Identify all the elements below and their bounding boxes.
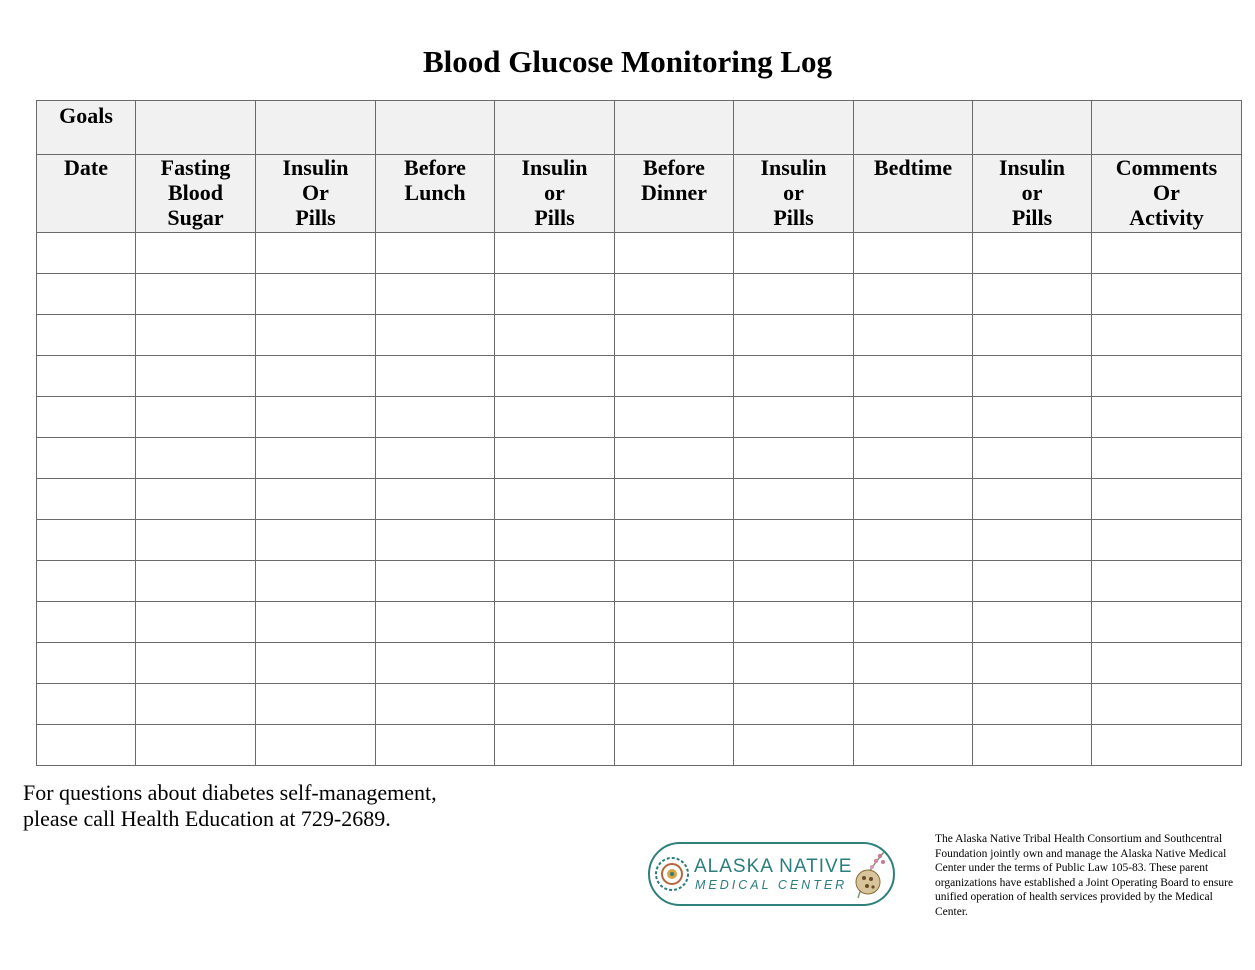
log-entry-cell[interactable] xyxy=(1092,233,1242,274)
glucose-log-table xyxy=(36,100,1242,766)
log-entry-cell[interactable] xyxy=(376,643,495,684)
log-entry-cell[interactable] xyxy=(854,479,973,520)
log-entry-cell[interactable] xyxy=(37,725,136,766)
log-entry-cell[interactable] xyxy=(1092,274,1242,315)
table-row xyxy=(37,520,1242,561)
log-entry-cell[interactable] xyxy=(615,397,734,438)
log-entry-cell[interactable] xyxy=(854,233,973,274)
log-entry-cell[interactable] xyxy=(376,561,495,602)
log-entry-cell[interactable] xyxy=(973,397,1092,438)
log-entry-cell[interactable] xyxy=(495,356,615,397)
goals-cell[interactable] xyxy=(615,101,734,155)
log-entry-cell[interactable] xyxy=(1092,520,1242,561)
log-entry-cell[interactable] xyxy=(495,397,615,438)
log-entry-cell[interactable] xyxy=(615,725,734,766)
goals-cell[interactable] xyxy=(136,101,256,155)
column-header-bedtime: Bedtime xyxy=(854,155,973,233)
log-entry-cell[interactable] xyxy=(376,438,495,479)
log-entry-cell[interactable] xyxy=(256,479,376,520)
log-entry-cell[interactable] xyxy=(854,315,973,356)
log-entry-cell[interactable] xyxy=(136,725,256,766)
log-entry-cell[interactable] xyxy=(256,397,376,438)
column-header-fasting-blood-sugar: Fasting Blood Sugar xyxy=(136,155,256,233)
log-entry-cell[interactable] xyxy=(136,520,256,561)
logo-line-1: ALASKA NATIVE xyxy=(694,856,853,877)
log-entry-cell[interactable] xyxy=(854,438,973,479)
table-row xyxy=(37,315,1242,356)
log-entry-cell[interactable] xyxy=(37,643,136,684)
log-entry-cell[interactable] xyxy=(973,315,1092,356)
log-entry-cell[interactable] xyxy=(37,397,136,438)
table-row xyxy=(37,602,1242,643)
log-entry-cell[interactable] xyxy=(136,684,256,725)
log-entry-cell[interactable] xyxy=(854,602,973,643)
log-entry-cell[interactable] xyxy=(1092,315,1242,356)
log-entry-cell[interactable] xyxy=(734,315,854,356)
log-entry-cell[interactable] xyxy=(136,602,256,643)
log-entry-cell[interactable] xyxy=(376,274,495,315)
log-entry-cell[interactable] xyxy=(973,561,1092,602)
log-entry-cell[interactable] xyxy=(973,725,1092,766)
log-entry-cell[interactable] xyxy=(495,274,615,315)
log-entry-cell[interactable] xyxy=(256,356,376,397)
disclaimer-text: The Alaska Native Tribal Health Consortium and Southcentral Foundation jointly own and manage the Alaska Native Medical Center under the terms of Public Law 105-83. These parent organizations have established a Joint Operating Board to ensure unified operation of health services provided by the Medical Center. xyxy=(935,833,1234,918)
log-entry-cell[interactable] xyxy=(37,520,136,561)
log-entry-cell[interactable] xyxy=(854,274,973,315)
table-row xyxy=(37,397,1242,438)
log-entry-cell[interactable] xyxy=(615,438,734,479)
log-entry-cell[interactable] xyxy=(734,356,854,397)
log-entry-cell[interactable] xyxy=(37,684,136,725)
log-entry-cell[interactable] xyxy=(615,684,734,725)
log-entry-cell[interactable] xyxy=(136,561,256,602)
column-header-insulin-or-pills-2: Insulin or Pills xyxy=(495,155,615,233)
log-entry-cell[interactable] xyxy=(615,315,734,356)
log-entry-cell[interactable] xyxy=(495,438,615,479)
log-entry-cell[interactable] xyxy=(973,684,1092,725)
table-row xyxy=(37,643,1242,684)
log-entry-cell[interactable] xyxy=(973,438,1092,479)
log-entry-cell[interactable] xyxy=(973,520,1092,561)
help-text: For questions about diabetes self-management, please call Health Education at 729-2689. xyxy=(23,780,437,831)
log-entry-cell[interactable] xyxy=(376,684,495,725)
page-title: Blood Glucose Monitoring Log xyxy=(422,44,833,79)
goals-cell[interactable] xyxy=(256,101,376,155)
log-entry-cell[interactable] xyxy=(136,315,256,356)
column-header-insulin-or-pills-1: Insulin Or Pills xyxy=(256,155,376,233)
log-entry-cell[interactable] xyxy=(734,233,854,274)
goals-label: Goals xyxy=(37,101,136,155)
log-entry-cell[interactable] xyxy=(256,725,376,766)
log-entry-cell[interactable] xyxy=(376,233,495,274)
table-row xyxy=(37,725,1242,766)
alaska-native-medical-center-logo xyxy=(648,842,895,906)
log-entry-cell[interactable] xyxy=(973,602,1092,643)
log-entry-cell[interactable] xyxy=(1092,725,1242,766)
log-entry-cell[interactable] xyxy=(495,561,615,602)
logo-line-2: MEDICAL CENTER xyxy=(695,878,848,892)
log-entry-cell[interactable] xyxy=(734,520,854,561)
log-entry-cell[interactable] xyxy=(734,561,854,602)
header-row xyxy=(37,155,1242,233)
table-row xyxy=(37,438,1242,479)
log-entry-cell[interactable] xyxy=(376,397,495,438)
log-entry-cell[interactable] xyxy=(37,479,136,520)
column-header-insulin-or-pills-3: Insulin or Pills xyxy=(734,155,854,233)
column-header-before-dinner: Before Dinner xyxy=(615,155,734,233)
log-entry-cell[interactable] xyxy=(376,725,495,766)
log-entry-cell[interactable] xyxy=(973,274,1092,315)
seal-icon xyxy=(654,856,690,892)
log-entry-cell[interactable] xyxy=(1092,438,1242,479)
log-entry-cell[interactable] xyxy=(256,602,376,643)
log-entry-cell[interactable] xyxy=(376,315,495,356)
column-header-before-lunch: Before Lunch xyxy=(376,155,495,233)
goals-cell[interactable] xyxy=(734,101,854,155)
floral-art-icon xyxy=(850,848,890,902)
log-entry-cell[interactable] xyxy=(615,602,734,643)
log-entry-cell[interactable] xyxy=(854,397,973,438)
log-body xyxy=(37,233,1242,766)
log-entry-cell[interactable] xyxy=(37,274,136,315)
log-entry-cell[interactable] xyxy=(1092,602,1242,643)
goals-cell[interactable] xyxy=(1092,101,1242,155)
log-entry-cell[interactable] xyxy=(136,233,256,274)
log-entry-cell[interactable] xyxy=(495,684,615,725)
log-entry-cell[interactable] xyxy=(615,520,734,561)
log-entry-cell[interactable] xyxy=(1092,397,1242,438)
column-header-comments-or-activity: Comments Or Activity xyxy=(1092,155,1242,233)
column-header-insulin-or-pills-4: Insulin or Pills xyxy=(973,155,1092,233)
table-row xyxy=(37,561,1242,602)
log-entry-cell[interactable] xyxy=(1092,479,1242,520)
log-entry-cell[interactable] xyxy=(615,233,734,274)
log-entry-cell[interactable] xyxy=(1092,356,1242,397)
log-entry-cell[interactable] xyxy=(734,602,854,643)
log-entry-cell[interactable] xyxy=(973,479,1092,520)
log-entry-cell[interactable] xyxy=(376,602,495,643)
log-entry-cell[interactable] xyxy=(136,438,256,479)
table-row xyxy=(37,233,1242,274)
log-entry-cell[interactable] xyxy=(37,233,136,274)
log-entry-cell[interactable] xyxy=(854,643,973,684)
log-entry-cell[interactable] xyxy=(37,438,136,479)
log-entry-cell[interactable] xyxy=(256,684,376,725)
log-entry-cell[interactable] xyxy=(256,274,376,315)
log-entry-cell[interactable] xyxy=(973,233,1092,274)
table-row xyxy=(37,479,1242,520)
log-entry-cell[interactable] xyxy=(615,479,734,520)
log-entry-cell[interactable] xyxy=(256,561,376,602)
log-entry-cell[interactable] xyxy=(615,356,734,397)
log-entry-cell[interactable] xyxy=(854,520,973,561)
log-entry-cell[interactable] xyxy=(376,479,495,520)
goals-cell[interactable] xyxy=(376,101,495,155)
log-entry-cell[interactable] xyxy=(495,315,615,356)
log-entry-cell[interactable] xyxy=(256,643,376,684)
log-entry-cell[interactable] xyxy=(256,520,376,561)
log-entry-cell[interactable] xyxy=(973,356,1092,397)
log-entry-cell[interactable] xyxy=(256,233,376,274)
log-entry-cell[interactable] xyxy=(854,356,973,397)
log-entry-cell[interactable] xyxy=(734,479,854,520)
table-row xyxy=(37,684,1242,725)
log-entry-cell[interactable] xyxy=(615,274,734,315)
log-entry-cell[interactable] xyxy=(495,479,615,520)
log-entry-cell[interactable] xyxy=(854,725,973,766)
table-row xyxy=(37,274,1242,315)
log-entry-cell[interactable] xyxy=(854,684,973,725)
log-entry-cell[interactable] xyxy=(136,274,256,315)
log-entry-cell[interactable] xyxy=(1092,684,1242,725)
goals-row xyxy=(37,101,1242,155)
log-entry-cell[interactable] xyxy=(256,315,376,356)
log-entry-cell[interactable] xyxy=(37,602,136,643)
log-entry-cell[interactable] xyxy=(37,315,136,356)
log-entry-cell[interactable] xyxy=(136,479,256,520)
goals-cell[interactable] xyxy=(495,101,615,155)
log-entry-cell[interactable] xyxy=(37,561,136,602)
log-entry-cell[interactable] xyxy=(376,520,495,561)
log-entry-cell[interactable] xyxy=(734,725,854,766)
log-entry-cell[interactable] xyxy=(973,643,1092,684)
log-entry-cell[interactable] xyxy=(615,561,734,602)
log-entry-cell[interactable] xyxy=(854,561,973,602)
log-entry-cell[interactable] xyxy=(136,356,256,397)
log-entry-cell[interactable] xyxy=(734,684,854,725)
log-entry-cell[interactable] xyxy=(495,602,615,643)
log-entry-cell[interactable] xyxy=(495,725,615,766)
log-entry-cell[interactable] xyxy=(615,643,734,684)
table-row xyxy=(37,356,1242,397)
log-entry-cell[interactable] xyxy=(734,274,854,315)
log-entry-cell[interactable] xyxy=(495,233,615,274)
log-entry-cell[interactable] xyxy=(136,397,256,438)
log-entry-cell[interactable] xyxy=(256,438,376,479)
log-entry-cell[interactable] xyxy=(734,397,854,438)
goals-cell[interactable] xyxy=(973,101,1092,155)
log-entry-cell[interactable] xyxy=(1092,561,1242,602)
goals-cell[interactable] xyxy=(854,101,973,155)
log-entry-cell[interactable] xyxy=(734,438,854,479)
log-entry-cell[interactable] xyxy=(734,643,854,684)
log-entry-cell[interactable] xyxy=(495,643,615,684)
log-entry-cell[interactable] xyxy=(136,643,256,684)
column-header-date: Date xyxy=(37,155,136,233)
log-entry-cell[interactable] xyxy=(37,356,136,397)
log-entry-cell[interactable] xyxy=(376,356,495,397)
log-entry-cell[interactable] xyxy=(1092,643,1242,684)
log-entry-cell[interactable] xyxy=(495,520,615,561)
